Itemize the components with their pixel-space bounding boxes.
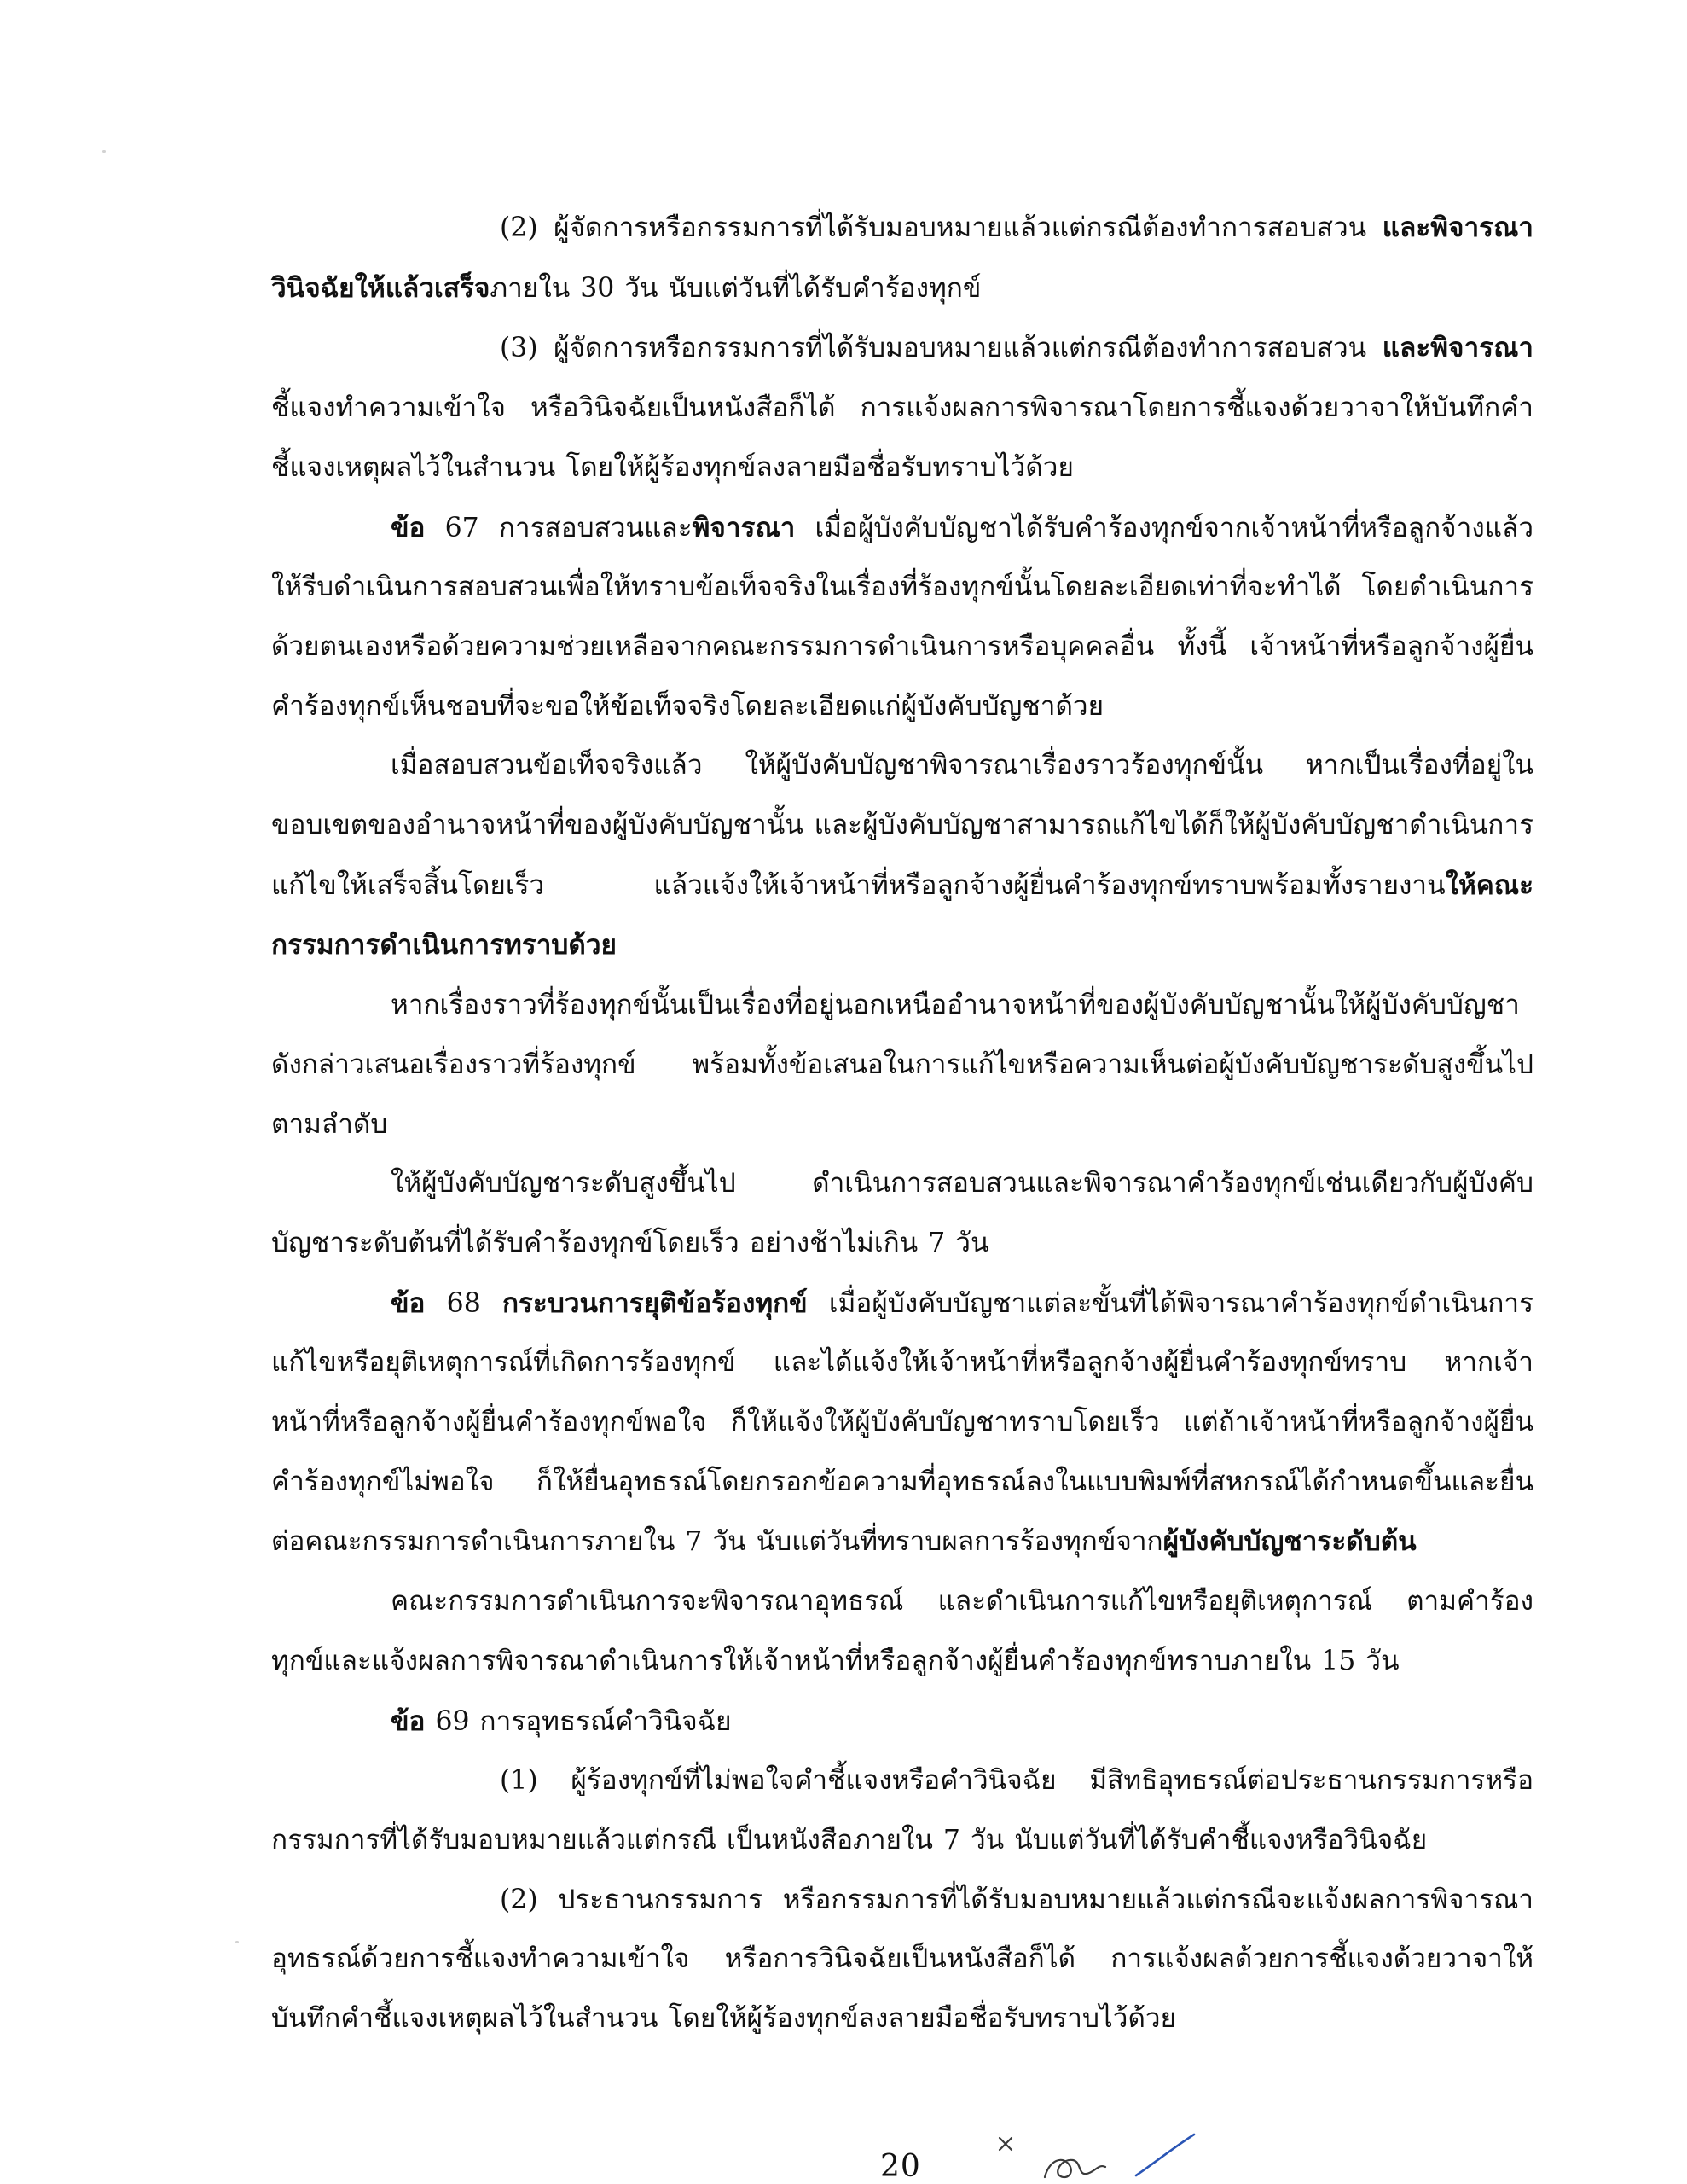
text-segment: 67 การสอบสวนและ: [425, 512, 693, 543]
bold-text: ผู้บังคับบัญชาระดับต้น: [1162, 1525, 1417, 1558]
text-segment: หากเรื่องราวที่ร้องทุกข์นั้นเป็นเรื่องที่อยู่นอกเหนืออำนาจหน้าที่ของผู้บังคับบัญชานั้นให้ผู้บังคับบัญชาดังกล่าวเสนอเรื่องราวที่ร้องทุกข์ พร้อมทั้งข้อเสนอในการแก้ไขหรือความเห็นต่อผู้บังคับบัญชาระดับสูงขึ้นไปตามลำดับ: [271, 990, 1533, 1140]
text-segment: ภายใน 30 วัน นับแต่วันที่ได้รับคำร้องทุกข์: [490, 272, 982, 304]
bold-text: และพิจารณา: [1382, 332, 1533, 364]
paragraph-p3: [271, 498, 1533, 737]
signature-mark: [981, 2124, 1220, 2184]
text-segment: 68: [425, 1287, 502, 1319]
scan-speck: [102, 150, 106, 153]
text-segment: (1) ผู้ร้องทุกข์ที่ไม่พอใจคำชี้แจงหรือคำวินิจฉัย มีสิทธิอุทธรณ์ต่อประธานกรรมการหรือกรรมการที่ได้รับมอบหมายแล้วแต่กรณี เป็นหนังสือภายใน 7 วัน นับแต่วันที่ได้รับคำชี้แจงหรือวินิจฉัย: [271, 1765, 1533, 1856]
paragraph-p7: [271, 1274, 1533, 1573]
bold-text: กระบวนการยุติข้อร้องทุกข์: [501, 1287, 808, 1319]
text-segment: เมื่อผู้บังคับบัญชาแต่ละขั้นที่ได้พิจารณาคำร้องทุกข์ดำเนินการแก้ไขหรือยุติเหตุการณ์ที่เกิดการร้องทุกข์ และได้แจ้งให้เจ้าหน้าที่หรือลูกจ้างผู้ยื่นคำร้องทุกข์ทราบ หากเจ้าหน้าที่หรือลูกจ้างผู้ยื่นคำร้องทุกข์พอใจ ก็ให้แจ้งให้ผู้บังคับบัญชาทราบโดยเร็ว แต่ถ้าเจ้าหน้าที่หรือลูกจ้างผู้ยื่นคำร้องทุกข์ไม่พอใจ ก็ให้ยื่นอุทธรณ์โดยกรอกข้อความที่อุทธรณ์ลงในแบบพิมพ์ที่สหกรณ์ได้กำหนดขึ้นและยื่นต่อคณะกรรมการดำเนินการภายใน 7 วัน นับแต่วันที่ทราบผลการร้องทุกข์จาก: [271, 1287, 1534, 1558]
paragraph-p9: [271, 1692, 1533, 1752]
bold-text: ข้อ: [391, 1705, 426, 1737]
body-text: [271, 198, 1533, 2049]
text-segment: เมื่อสอบสวนข้อเท็จจริงแล้ว ให้ผู้บังคับบัญชาพิจารณาเรื่องราวร้องทุกข์นั้น หากเป็นเรื่องที่อยู่ในขอบเขตของอำนาจหน้าที่ของผู้บังคับบัญชานั้น และผู้บังคับบัญชาสามารถแก้ไขได้ก็ให้ผู้บังคับบัญชาดำเนินการแก้ไขให้เสร็จสิ้นโดยเร็ว แล้วแจ้งให้เจ้าหน้าที่หรือลูกจ้างผู้ยื่นคำร้องทุกข์ทราบพร้อมทั้งรายงาน: [271, 750, 1533, 901]
text-segment: ชี้แจงทำความเข้าใจ หรือวินิจฉัยเป็นหนังสือก็ได้ การแจ้งผลการพิจารณาโดยการชี้แจงด้วยวาจาให้บันทึกคำชี้แจงเหตุผลไว้ในสำนวน โดยให้ผู้ร้องทุกข์ลงลายมือชื่อรับทราบไว้ด้วย: [271, 392, 1533, 483]
bold-text: ข้อ: [391, 511, 426, 543]
paragraph-p2: [271, 318, 1533, 497]
page-number: 20: [880, 2149, 921, 2184]
paragraph-p10: [271, 1751, 1533, 1870]
bold-text: ข้อ: [391, 1287, 426, 1319]
paragraph-p1: [271, 198, 1533, 318]
paragraph-p5: [271, 976, 1533, 1154]
bold-text: และพิจารณาวินิจฉัยให้แล้วเสร็จ: [271, 212, 1533, 304]
text-segment: 69 การอุทธรณ์คำวินิจฉัย: [425, 1705, 732, 1737]
paragraph-p8: [271, 1572, 1533, 1691]
text-segment: (3) ผู้จัดการหรือกรรมการที่ได้รับมอบหมายแล้วแต่กรณีต้องทำการสอบสวน: [500, 333, 1383, 364]
bold-text: ให้คณะกรรมการดำเนินการทราบด้วย: [271, 868, 1533, 961]
paragraph-p4: [271, 736, 1533, 976]
text-segment: ให้ผู้บังคับบัญชาระดับสูงขึ้นไป ดำเนินการสอบสวนและพิจารณาคำร้องทุกข์เช่นเดียวกับผู้บังคับบัญชาระดับต้นที่ได้รับคำร้องทุกข์โดยเร็ว อย่างช้าไม่เกิน 7 วัน: [271, 1168, 1533, 1258]
text-segment: (2) ผู้จัดการหรือกรรมการที่ได้รับมอบหมายแล้วแต่กรณีต้องทำการสอบสวน: [500, 212, 1383, 243]
paragraph-p11: [271, 1871, 1533, 2049]
text-segment: คณะกรรมการดำเนินการจะพิจารณาอุทธรณ์ และดำเนินการแก้ไขหรือยุติเหตุการณ์ ตามคำร้องทุกข์และแจ้งผลการพิจารณาดำเนินการให้เจ้าหน้าที่หรือลูกจ้างผู้ยื่นคำร้องทุกข์ทราบภายใน 15 วัน: [271, 1586, 1533, 1676]
text-segment: เมื่อผู้บังคับบัญชาได้รับคำร้องทุกข์จากเจ้าหน้าที่หรือลูกจ้างแล้ว ให้รีบดำเนินการสอบสวนเพื่อให้ทราบข้อเท็จจริงในเรื่องที่ร้องทุกข์นั้นโดยละเอียดเท่าที่จะทำได้ โดยดำเนินการด้วยตนเองหรือด้วยความช่วยเหลือจากคณะกรรมการดำเนินการหรือบุคคลอื่น ทั้งนี้ เจ้าหน้าที่หรือลูกจ้างผู้ยื่นคำร้องทุกข์เห็นชอบที่จะขอให้ข้อเท็จจริงโดยละเอียดแก่ผู้บังคับบัญชาด้วย: [271, 512, 1534, 722]
bold-text: พิจารณา: [692, 511, 796, 543]
paragraph-p6: [271, 1154, 1533, 1273]
text-segment: (2) ประธานกรรมการ หรือกรรมการที่ได้รับมอบหมายแล้วแต่กรณีจะแจ้งผลการพิจารณา อุทธรณ์ด้วยการชี้แจงทำความเข้าใจ หรือการวินิจฉัยเป็นหนังสือก็ได้ การแจ้งผลด้วยการชี้แจงด้วยวาจาให้บันทึกคำชี้แจงเหตุผลไว้ในสำนวน โดยให้ผู้ร้องทุกข์ลงลายมือชื่อรับทราบไว้ด้วย: [271, 1884, 1533, 2035]
scan-speck: [235, 1941, 239, 1943]
